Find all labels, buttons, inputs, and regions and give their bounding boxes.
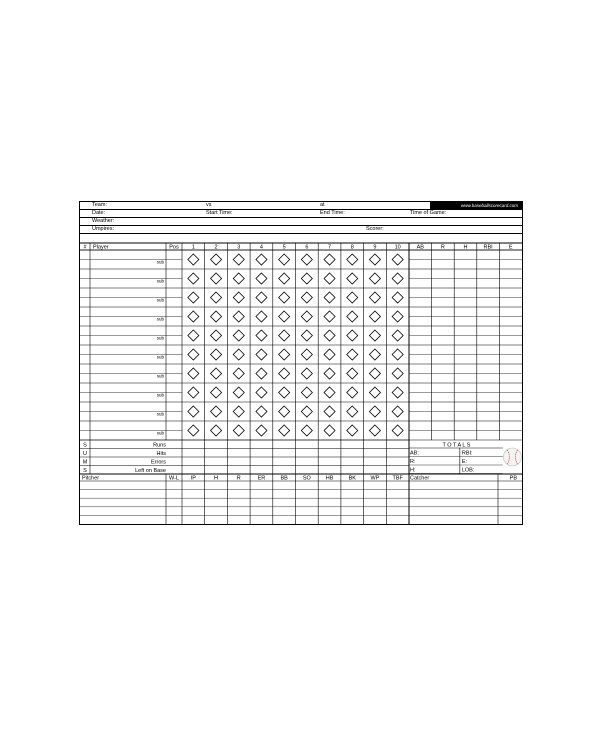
- base-diamond[interactable]: [369, 330, 380, 341]
- col-stat: R: [440, 244, 445, 251]
- base-diamond[interactable]: [188, 368, 199, 379]
- base-diamond[interactable]: [188, 330, 199, 341]
- scorecard-sheet: [79, 201, 523, 525]
- base-diamond[interactable]: [347, 387, 358, 398]
- base-diamond[interactable]: [211, 330, 222, 341]
- summary-label: Errors: [151, 459, 166, 466]
- pitching-stat-label: H: [214, 475, 219, 482]
- col-inning: 9: [373, 244, 377, 251]
- col-inning: 7: [328, 244, 332, 251]
- base-diamond[interactable]: [211, 349, 222, 360]
- base-diamond[interactable]: [369, 406, 380, 417]
- base-diamond[interactable]: [369, 425, 380, 436]
- scorecard-grid: [80, 202, 522, 524]
- base-diamond[interactable]: [392, 273, 403, 284]
- base-diamond[interactable]: [324, 406, 335, 417]
- base-diamond[interactable]: [301, 292, 312, 303]
- base-diamond[interactable]: [211, 368, 222, 379]
- summary-letter: M: [82, 459, 88, 466]
- weather-label: Weather:: [92, 218, 115, 224]
- scorer-label: Scorer:: [366, 226, 384, 232]
- pitching-stat-label: TBF: [392, 475, 403, 482]
- website-banner: www.baseballscorecard.com: [430, 202, 522, 210]
- base-diamond[interactable]: [188, 254, 199, 265]
- base-diamond[interactable]: [188, 311, 199, 322]
- base-diamond[interactable]: [211, 425, 222, 436]
- base-diamond[interactable]: [279, 273, 290, 284]
- base-diamond[interactable]: [211, 292, 222, 303]
- base-diamond[interactable]: [324, 273, 335, 284]
- base-diamond[interactable]: [279, 292, 290, 303]
- pitcher-label: Pitcher: [82, 475, 100, 482]
- team-label: Team:: [92, 202, 107, 208]
- base-diamond[interactable]: [233, 406, 244, 417]
- summary-label: Runs: [153, 442, 166, 449]
- col-stat: RBI: [483, 244, 493, 251]
- base-diamond[interactable]: [256, 349, 267, 360]
- base-diamond[interactable]: [188, 406, 199, 417]
- summary-letter: S: [83, 442, 87, 449]
- sub-label: sub: [156, 278, 164, 284]
- base-diamond[interactable]: [279, 254, 290, 265]
- at-label: at: [320, 202, 325, 208]
- totals-right-label: RBI:: [461, 450, 473, 457]
- base-diamond[interactable]: [347, 368, 358, 379]
- base-diamond[interactable]: [211, 273, 222, 284]
- base-diamond[interactable]: [324, 387, 335, 398]
- base-diamond[interactable]: [301, 425, 312, 436]
- base-diamond[interactable]: [279, 406, 290, 417]
- pitching-stat-label: SO: [302, 475, 311, 482]
- summary-label: Hits: [156, 450, 166, 457]
- base-diamond[interactable]: [369, 368, 380, 379]
- base-diamond[interactable]: [279, 368, 290, 379]
- base-diamond[interactable]: [369, 387, 380, 398]
- base-diamond[interactable]: [211, 387, 222, 398]
- col-inning: 10: [394, 244, 401, 251]
- col-stat: H: [463, 244, 468, 251]
- base-diamond[interactable]: [233, 425, 244, 436]
- sub-label: sub: [156, 411, 164, 417]
- base-diamond[interactable]: [392, 254, 403, 265]
- base-diamond[interactable]: [347, 349, 358, 360]
- catcher-label: Catcher: [410, 475, 430, 482]
- base-diamond[interactable]: [256, 368, 267, 379]
- col-inning: 1: [191, 244, 195, 251]
- base-diamond[interactable]: [369, 273, 380, 284]
- sub-label: sub: [156, 335, 164, 341]
- base-diamond[interactable]: [256, 292, 267, 303]
- col-inning: 3: [237, 244, 241, 251]
- totals-right-label: LOB:: [461, 467, 475, 474]
- pitching-stat-label: ER: [257, 475, 266, 482]
- base-diamond[interactable]: [256, 330, 267, 341]
- base-diamond[interactable]: [256, 387, 267, 398]
- base-diamond[interactable]: [188, 387, 199, 398]
- totals-title: T O T A L S: [442, 442, 471, 449]
- sub-label: sub: [156, 316, 164, 322]
- base-diamond[interactable]: [211, 311, 222, 322]
- pitching-stat-label: BB: [280, 475, 288, 482]
- col-num: #: [83, 244, 87, 251]
- totals-left-label: AB:: [410, 450, 419, 457]
- base-diamond[interactable]: [347, 254, 358, 265]
- sub-label: sub: [156, 430, 164, 436]
- sub-label: sub: [156, 373, 164, 379]
- base-diamond[interactable]: [188, 349, 199, 360]
- sub-label: sub: [156, 354, 164, 360]
- pitching-stat-label: HB: [325, 475, 334, 482]
- base-diamond[interactable]: [347, 330, 358, 341]
- base-diamond[interactable]: [256, 425, 267, 436]
- base-diamond[interactable]: [211, 406, 222, 417]
- col-stat: AB: [416, 244, 424, 251]
- base-diamond[interactable]: [233, 349, 244, 360]
- base-diamond[interactable]: [369, 292, 380, 303]
- pitching-stat-label: WP: [370, 475, 380, 482]
- base-diamond[interactable]: [324, 330, 335, 341]
- base-diamond[interactable]: [347, 292, 358, 303]
- col-player: Player: [93, 244, 109, 251]
- col-stat: E: [508, 244, 513, 251]
- pitching-stat-label: IP: [190, 475, 196, 482]
- time-of-game-label: Time of Game:: [410, 210, 447, 216]
- date-label: Date:: [92, 210, 106, 216]
- base-diamond[interactable]: [279, 387, 290, 398]
- pitching-stat-label: BK: [348, 475, 356, 482]
- base-diamond[interactable]: [324, 425, 335, 436]
- umpires-label: Umpires:: [92, 226, 115, 232]
- base-diamond[interactable]: [233, 292, 244, 303]
- base-diamond[interactable]: [233, 254, 244, 265]
- base-diamond[interactable]: [188, 273, 199, 284]
- base-diamond[interactable]: [392, 349, 403, 360]
- base-diamond[interactable]: [233, 368, 244, 379]
- summary-letter: S: [83, 467, 87, 474]
- base-diamond[interactable]: [301, 254, 312, 265]
- base-diamond[interactable]: [279, 311, 290, 322]
- base-diamond[interactable]: [369, 349, 380, 360]
- base-diamond[interactable]: [233, 273, 244, 284]
- end-time-label: End Time:: [320, 210, 345, 216]
- base-diamond[interactable]: [279, 330, 290, 341]
- base-diamond[interactable]: [233, 330, 244, 341]
- sub-label: sub: [156, 259, 164, 265]
- pitching-stat-label: R: [236, 475, 241, 482]
- base-diamond[interactable]: [301, 349, 312, 360]
- base-diamond[interactable]: [301, 387, 312, 398]
- col-inning: 8: [350, 244, 354, 251]
- base-diamond[interactable]: [256, 254, 267, 265]
- base-diamond[interactable]: [188, 425, 199, 436]
- base-diamond[interactable]: [392, 292, 403, 303]
- base-diamond[interactable]: [347, 273, 358, 284]
- base-diamond[interactable]: [256, 311, 267, 322]
- col-inning: 6: [305, 244, 309, 251]
- totals-left-label: R:: [410, 459, 416, 465]
- totals-left-label: H:: [410, 467, 416, 474]
- base-diamond[interactable]: [301, 311, 312, 322]
- pb-label: PB: [509, 475, 517, 482]
- base-diamond[interactable]: [347, 425, 358, 436]
- base-diamond[interactable]: [233, 387, 244, 398]
- base-diamond[interactable]: [301, 406, 312, 417]
- base-diamond[interactable]: [256, 406, 267, 417]
- base-diamond[interactable]: [392, 425, 403, 436]
- base-diamond[interactable]: [301, 330, 312, 341]
- sub-label: sub: [156, 392, 164, 398]
- totals-right-label: E:: [461, 459, 468, 465]
- base-diamond[interactable]: [188, 292, 199, 303]
- base-diamond[interactable]: [324, 292, 335, 303]
- base-diamond[interactable]: [279, 425, 290, 436]
- col-inning: 5: [282, 244, 286, 251]
- pitching-stat-label: W-L: [169, 475, 179, 482]
- base-diamond[interactable]: [279, 349, 290, 360]
- sub-label: sub: [156, 297, 164, 303]
- baseball-icon: [503, 448, 521, 466]
- summary-letter: U: [83, 450, 87, 457]
- base-diamond[interactable]: [301, 273, 312, 284]
- base-diamond[interactable]: [392, 311, 403, 322]
- col-inning: 2: [214, 244, 218, 251]
- base-diamond[interactable]: [347, 406, 358, 417]
- base-diamond[interactable]: [211, 254, 222, 265]
- base-diamond[interactable]: [301, 368, 312, 379]
- base-diamond[interactable]: [324, 349, 335, 360]
- start-time-label: Start Time:: [206, 210, 233, 216]
- base-diamond[interactable]: [392, 330, 403, 341]
- base-diamond[interactable]: [324, 368, 335, 379]
- base-diamond[interactable]: [347, 311, 358, 322]
- base-diamond[interactable]: [324, 254, 335, 265]
- col-inning: 4: [259, 244, 263, 251]
- base-diamond[interactable]: [256, 273, 267, 284]
- base-diamond[interactable]: [392, 368, 403, 379]
- base-diamond[interactable]: [392, 406, 403, 417]
- base-diamond[interactable]: [324, 311, 335, 322]
- summary-label: Left on Base: [135, 467, 166, 474]
- vs-label: vs: [206, 202, 212, 208]
- base-diamond[interactable]: [392, 387, 403, 398]
- col-pos: Pos: [169, 244, 179, 251]
- base-diamond[interactable]: [369, 311, 380, 322]
- base-diamond[interactable]: [233, 311, 244, 322]
- base-diamond[interactable]: [369, 254, 380, 265]
